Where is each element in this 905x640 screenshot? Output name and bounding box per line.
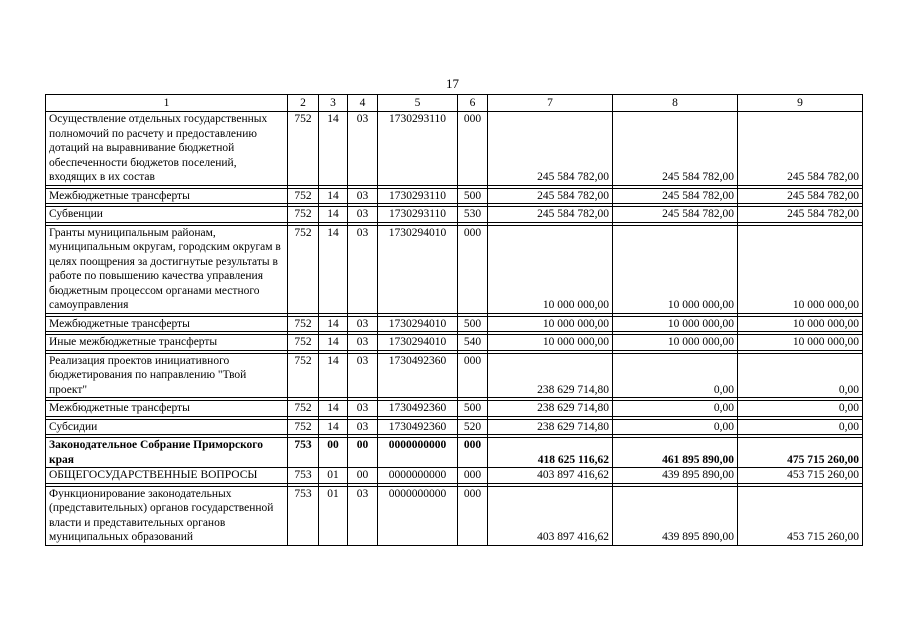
row-name: Реализация проектов инициативного бюджетирования по направлению "Твой проект" — [46, 353, 288, 398]
row-code-6: 000 — [458, 225, 488, 313]
row-code-4: 00 — [348, 438, 378, 468]
row-name: Иные межбюджетные трансферты — [46, 335, 288, 351]
row-code-5: 0000000000 — [378, 438, 458, 468]
column-header: 9 — [738, 95, 863, 112]
row-amount-9: 453 715 260,00 — [738, 468, 863, 484]
table-row — [46, 468, 863, 484]
row-amount-9: 10 000 000,00 — [738, 225, 863, 313]
row-code-3: 14 — [319, 335, 348, 351]
row-amount-9: 0,00 — [738, 401, 863, 417]
row-amount-7: 403 897 416,62 — [488, 468, 613, 484]
row-code-4: 03 — [348, 112, 378, 186]
row-code-5: 1730492360 — [378, 419, 458, 435]
row-code-3: 14 — [319, 353, 348, 398]
column-header: 1 — [46, 95, 288, 112]
row-code-2: 752 — [288, 353, 319, 398]
row-amount-8: 0,00 — [613, 419, 738, 435]
row-code-3: 14 — [319, 316, 348, 332]
row-amount-7: 245 584 782,00 — [488, 207, 613, 223]
row-amount-8: 245 584 782,00 — [613, 207, 738, 223]
row-amount-7: 10 000 000,00 — [488, 316, 613, 332]
row-code-5: 0000000000 — [378, 468, 458, 484]
row-code-6: 000 — [458, 353, 488, 398]
row-code-4: 03 — [348, 486, 378, 545]
page-number: 17 — [446, 76, 459, 91]
row-code-3: 14 — [319, 225, 348, 313]
row-code-4: 03 — [348, 401, 378, 417]
row-amount-7: 238 629 714,80 — [488, 353, 613, 398]
row-code-2: 753 — [288, 468, 319, 484]
header-row — [46, 95, 863, 112]
row-code-6: 000 — [458, 438, 488, 468]
row-code-2: 752 — [288, 419, 319, 435]
row-code-6: 500 — [458, 401, 488, 417]
row-code-4: 03 — [348, 207, 378, 223]
budget-table — [45, 94, 863, 546]
row-name: Субвенции — [46, 207, 288, 223]
row-code-2: 752 — [288, 112, 319, 186]
row-amount-8: 245 584 782,00 — [613, 188, 738, 204]
row-name: Функционирование законодательных (представительных) органов государственной власти и представительных органов муниципальных образований — [46, 486, 288, 545]
row-amount-8: 0,00 — [613, 353, 738, 398]
row-code-3: 01 — [319, 486, 348, 545]
row-code-5: 0000000000 — [378, 486, 458, 545]
row-name: ОБЩЕГОСУДАРСТВЕННЫЕ ВОПРОСЫ — [46, 468, 288, 484]
row-code-2: 752 — [288, 316, 319, 332]
column-header: 2 — [288, 95, 319, 112]
row-code-5: 1730492360 — [378, 401, 458, 417]
row-amount-9: 10 000 000,00 — [738, 316, 863, 332]
row-amount-8: 439 895 890,00 — [613, 468, 738, 484]
column-header: 6 — [458, 95, 488, 112]
row-code-2: 752 — [288, 335, 319, 351]
row-code-2: 753 — [288, 486, 319, 545]
table-row — [46, 353, 863, 398]
row-amount-9: 0,00 — [738, 419, 863, 435]
row-code-3: 14 — [319, 401, 348, 417]
table-row — [46, 401, 863, 417]
row-code-5: 1730294010 — [378, 335, 458, 351]
table-row — [46, 316, 863, 332]
row-code-2: 753 — [288, 438, 319, 468]
row-code-4: 03 — [348, 419, 378, 435]
row-name: Законодательное Собрание Приморского края — [46, 438, 288, 468]
row-code-3: 01 — [319, 468, 348, 484]
row-amount-7: 10 000 000,00 — [488, 225, 613, 313]
row-amount-7: 245 584 782,00 — [488, 188, 613, 204]
row-amount-8: 10 000 000,00 — [613, 225, 738, 313]
row-code-6: 000 — [458, 468, 488, 484]
row-code-3: 00 — [319, 438, 348, 468]
row-code-6: 500 — [458, 188, 488, 204]
table-row — [46, 225, 863, 313]
table-row — [46, 207, 863, 223]
row-name: Субсидии — [46, 419, 288, 435]
row-code-6: 520 — [458, 419, 488, 435]
table-row — [46, 419, 863, 435]
row-amount-8: 10 000 000,00 — [613, 335, 738, 351]
row-code-3: 14 — [319, 419, 348, 435]
row-amount-7: 403 897 416,62 — [488, 486, 613, 545]
row-code-2: 752 — [288, 401, 319, 417]
row-code-4: 03 — [348, 353, 378, 398]
row-code-5: 1730293110 — [378, 188, 458, 204]
row-code-6: 540 — [458, 335, 488, 351]
row-code-3: 14 — [319, 207, 348, 223]
row-amount-8: 439 895 890,00 — [613, 486, 738, 545]
row-amount-9: 0,00 — [738, 353, 863, 398]
table-row — [46, 335, 863, 351]
row-amount-7: 238 629 714,80 — [488, 419, 613, 435]
row-amount-9: 245 584 782,00 — [738, 112, 863, 186]
row-amount-9: 475 715 260,00 — [738, 438, 863, 468]
row-code-5: 1730293110 — [378, 207, 458, 223]
table-row — [46, 486, 863, 545]
column-header: 8 — [613, 95, 738, 112]
row-code-4: 03 — [348, 335, 378, 351]
row-amount-8: 245 584 782,00 — [613, 112, 738, 186]
row-code-5: 1730293110 — [378, 112, 458, 186]
row-code-4: 00 — [348, 468, 378, 484]
row-code-5: 1730294010 — [378, 225, 458, 313]
row-amount-8: 0,00 — [613, 401, 738, 417]
table-row — [46, 188, 863, 204]
row-code-5: 1730294010 — [378, 316, 458, 332]
row-amount-9: 10 000 000,00 — [738, 335, 863, 351]
row-code-3: 14 — [319, 112, 348, 186]
row-amount-7: 245 584 782,00 — [488, 112, 613, 186]
row-code-6: 530 — [458, 207, 488, 223]
row-amount-7: 418 625 116,62 — [488, 438, 613, 468]
column-header: 7 — [488, 95, 613, 112]
column-header: 3 — [319, 95, 348, 112]
row-name: Осуществление отдельных государственных полномочий по расчету и предоставлению дотаций на выравнивание бюджетной обеспеченности бюджетов поселений, входящих в их состав — [46, 112, 288, 186]
row-code-2: 752 — [288, 188, 319, 204]
row-code-5: 1730492360 — [378, 353, 458, 398]
row-code-6: 500 — [458, 316, 488, 332]
row-code-4: 03 — [348, 316, 378, 332]
row-amount-9: 453 715 260,00 — [738, 486, 863, 545]
row-code-6: 000 — [458, 112, 488, 186]
row-amount-8: 461 895 890,00 — [613, 438, 738, 468]
row-code-4: 03 — [348, 225, 378, 313]
row-name: Межбюджетные трансферты — [46, 188, 288, 204]
table-row — [46, 112, 863, 186]
row-code-2: 752 — [288, 225, 319, 313]
row-code-6: 000 — [458, 486, 488, 545]
row-code-2: 752 — [288, 207, 319, 223]
column-header: 4 — [348, 95, 378, 112]
row-amount-8: 10 000 000,00 — [613, 316, 738, 332]
row-code-4: 03 — [348, 188, 378, 204]
column-header: 5 — [378, 95, 458, 112]
table-row-total — [46, 438, 863, 468]
row-amount-9: 245 584 782,00 — [738, 207, 863, 223]
row-name: Гранты муниципальным районам, муниципальным округам, городским округам в целях поощрения за достигнутые результаты в работе по повышению качества управления бюджетным процессом органами местного самоуправления — [46, 225, 288, 313]
row-code-3: 14 — [319, 188, 348, 204]
row-amount-7: 238 629 714,80 — [488, 401, 613, 417]
row-name: Межбюджетные трансферты — [46, 316, 288, 332]
row-name: Межбюджетные трансферты — [46, 401, 288, 417]
row-amount-7: 10 000 000,00 — [488, 335, 613, 351]
row-amount-9: 245 584 782,00 — [738, 188, 863, 204]
